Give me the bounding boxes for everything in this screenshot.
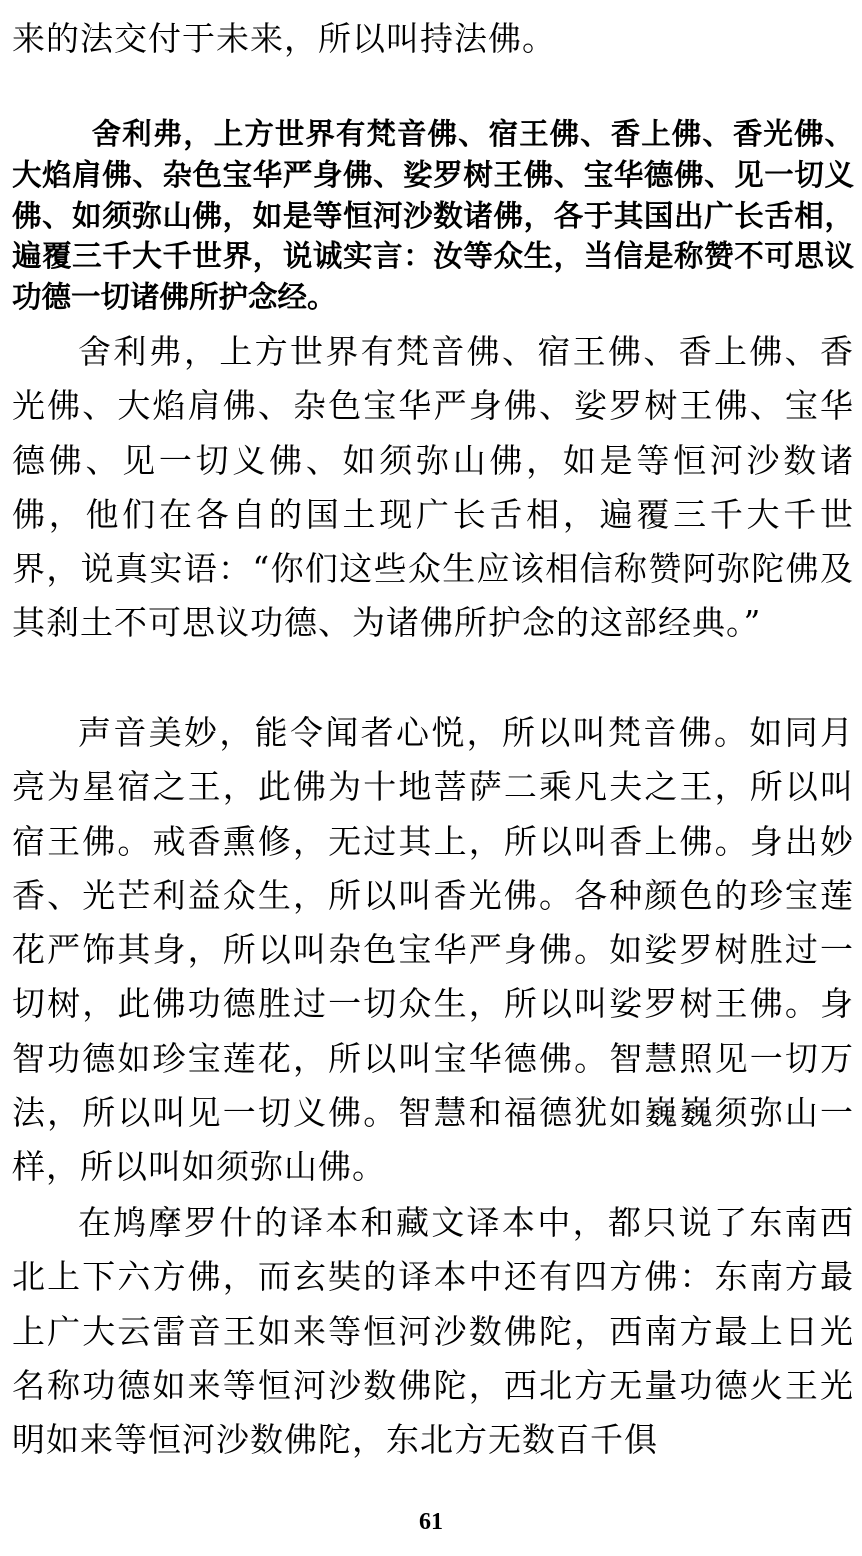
- paragraph-continuation: 来的法交付于未来，所以叫持法佛。: [12, 19, 556, 58]
- sutra-quote-paragraph: 舍利弗，上方世界有梵音佛、宿王佛、香上佛、香光佛、大焰肩佛、杂色宝华严身佛、娑罗树王佛、宝华德佛、见一切义佛、如须弥山佛，如是等恒河沙数诸佛，各于其国出广长舌相，遍覆三千大千世界，说诚实言：汝等众生，当信是称赞不可思议功德一切诸佛所护念经。: [12, 117, 854, 315]
- translation-paragraph: 舍利弗，上方世界有梵音佛、宿王佛、香上佛、香光佛、大焰肩佛、杂色宝华严身佛、娑罗树王佛、宝华德佛、见一切义佛、如须弥山佛，如是等恒河沙数诸佛，他们在各自的国土现广长舌相，遍覆三千大千世界，说真实语：“你们这些众生应该相信称赞阿弥陀佛及其刹土不可思议功德、为诸佛所护念的这部经典。”: [12, 332, 854, 643]
- page-number: 61: [419, 1509, 443, 1535]
- translation-notes-paragraph: 在鸠摩罗什的译本和藏文译本中，都只说了东南西北上下六方佛，而玄奘的译本中还有四方佛：东南方最上广大云雷音王如来等恒河沙数佛陀，西南方最上日光名称功德如来等恒河沙数佛陀，西北方无量功德火王光明如来等恒河沙数佛陀，东北方无数百千俱: [12, 1203, 854, 1460]
- commentary-paragraph: 声音美妙，能令闻者心悦，所以叫梵音佛。如同月亮为星宿之王，此佛为十地菩萨二乘凡夫之王，所以叫宿王佛。戒香熏修，无过其上，所以叫香上佛。身出妙香、光芒利益众生，所以叫香光佛。各种颜色的珍宝莲花严饰其身，所以叫杂色宝华严身佛。如娑罗树胜过一切树，此佛功德胜过一切众生，所以叫娑罗树王佛。身智功德如珍宝莲花，所以叫宝华德佛。智慧照见一切万法，所以叫见一切义佛。智慧和福德犹如巍巍须弥山一样，所以叫如须弥山佛。: [12, 713, 854, 1187]
